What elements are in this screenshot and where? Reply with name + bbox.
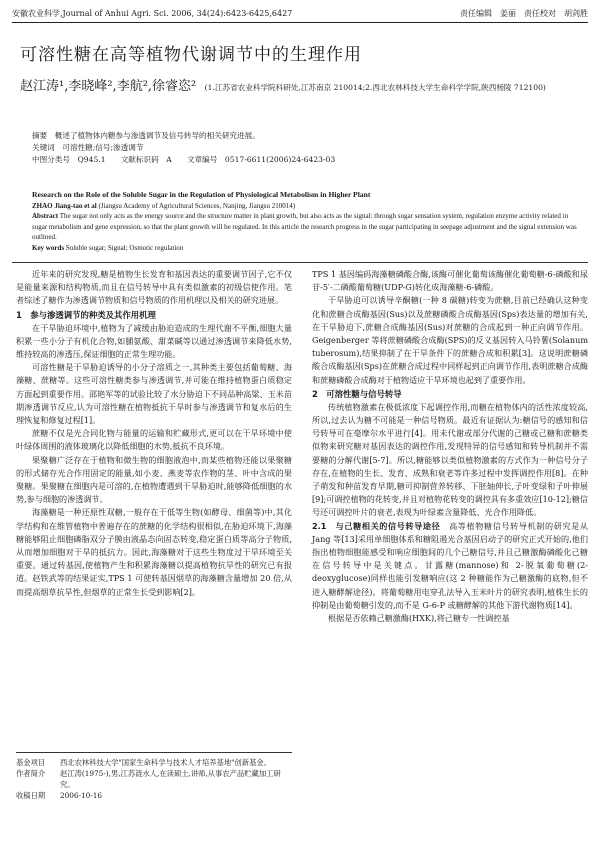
section-heading: 1 参与渗透调节的种类及其作用机理 [16, 309, 156, 320]
footnotes [16, 752, 292, 801]
abstract-divider [12, 262, 588, 263]
english-affiliation: (Jiangsu Academy of Agricultural Sciences, Nanjing, Jiangsu 210014) [98, 201, 296, 210]
keywords-label: Key words [32, 243, 65, 252]
keywords-en: Soluble sugar; Signal; Osmotic regulation [65, 243, 184, 252]
editor-credits: 责任编辑 姜丽 责任校对 胡剑胜 [460, 9, 588, 18]
body-paragraph: 果聚糖广泛存在于植物和微生物的细胞液泡中,而某些植物还能以果聚糖的形式储存光合作用固定的能量,如小麦、燕麦等农作物的茎、叶中含成的果聚糖。果聚糖在细胞内是可溶的,在植物遭遇到干旱胁迫时,能够降低细胞的水势,参与细胞的渗透调节。 [16, 454, 292, 505]
body-paragraph: 可溶性糖是干旱胁迫诱导的小分子溶质之一,其种类主要包括葡萄糖、海藻糖、蔗糖等。这些可溶性糖类参与渗透调节,并可能在维持植物蛋白质稳定方面起到重要作用。邵艳军等的试验比较了水分胁迫下不同品种高粱、玉米苗期渗透调节反应,认为可溶性糖在植物抵抗干旱时参与渗透调节和复水后的生理恢复和修复过程[1]。 [16, 362, 292, 426]
footnote-value: 2006-10-16 [60, 791, 103, 800]
footnote-key: 收稿日期 [16, 791, 46, 800]
author-names: 赵江涛¹,李晓峰²,李航²,徐睿恣² [20, 79, 197, 94]
body-paragraph: 根据是否依赖己糖激酶(HXK),将己糖专一性调控基 [328, 613, 510, 624]
footnote-row [16, 757, 292, 768]
body-paragraph: 蔗糖不仅是光合同化物与能量的运输和贮藏形式,更可以在干旱环境中使叶绿体周围的液体玻璃化以降低细胞的水势,抵抗不良环境。 [16, 428, 292, 452]
abstract-label: Abstract [32, 212, 59, 221]
journal-citation: 安徽农业科学,Journal of Anhui Agri. Sci. 2006, 34(24):6423-6425,6427 [12, 9, 293, 18]
running-header [12, 8, 588, 23]
body-paragraph: 在干旱胁迫环境中,植物为了减缓由胁迫造成的生理代谢不平衡,细胞大量积累一些小分子有机化合物,如脯氨酸、甜菜碱等以通过渗透调节来降低水势,维持较高的渗透压,保证细胞的正常生理功能。 [16, 322, 292, 360]
footnote-row [16, 790, 292, 801]
body-paragraph: TPS 1 基因编码海藻糖磷酸合酶,该酶可催化葡萄该酶催化葡萄糖-6-磷酸和尿苷-5′-二磷酸葡萄糖(UDP-G)转化成海藻糖-6-磷酸。 [312, 269, 588, 293]
section-heading: 2 可溶性糖与信号转导 [312, 388, 402, 399]
author-block [20, 80, 586, 95]
english-title: Research on the Role of the Soluble Sugar in the Regulation of Physiological Metabolism in Higher Plant [32, 190, 371, 199]
footnote-key: 作者简介 [16, 769, 46, 778]
abstract-text-en: The sugar not only acts as the energy source and the structure matter in plant growth, but also acts as the signal: through sugar sensation system, regulation enzyme activity related in sugar metabolism and gene expression, so that the plant growth will be regulated. In this article the research progress in the sugar participating in seepage adjustment and the signal extension was outlined. [32, 212, 577, 242]
body-paragraph: 海藻糖是一种还原性双糖,一般存在于低等生物(如酵母、细菌等)中,其化学结构和在维管植物中普遍存在的蔗糖的化学结构很相似,在胁迫环境下,海藻糖能够阻止细胞磷脂双分子膜由液晶态向固态转变,稳定蛋白质等高分子物质,从而增加细胞对干旱的抵抗力。因此,海藻糖对于这些生物度过干旱环境至关重要。通过转基因,使植物产生和积累海藻糖以提高植物抗旱性的研究已有报道。赵铁武等的结果证实,TPS 1 可使转基因烟草的海藻糖含量增加 20 倍,从而提高烟草抗旱性,但烟草的正常生长受到影响[2]。 [16, 507, 292, 597]
left-column [16, 268, 292, 599]
chinese-abstract [32, 130, 584, 166]
author-affiliation: (1.江苏省农业科学院科研处,江苏南京 210014;2.西北农林科技大学生命科学学院,陕西杨陵 712100) [204, 83, 546, 92]
footnote-value: 赵江涛(1975-),男,江苏涟水人,在读硕士,讲师,从事农产品贮藏加工研究。 [60, 769, 281, 789]
english-abstract [32, 190, 584, 254]
body-paragraph: 2.1 与己糖相关的信号转导途径 高等植物糖信号转导机制的研究是从 Jang 等[13]采用单细胞体系和糖阻遏光合基因启动子的研究正式开始的,他们指出植物细胞能感受和响应细胞间的几个己糖信号,并且己糖激酶磷酸化己糖在信号转导中是关键点。甘露糖(mannose)和 2-脱氧葡萄糖(2-deoxyglucose)同样也能引发糖响应(这 2 种糖能作为己糖激酶的底物,但不进入糖酵解途径)。将葡萄糖用电穿孔法导入玉米叶片的研究表明,植株生长的抑制是由葡萄糖引发的,而不是 G-6-P 或糖酵解的其他下游代谢物质[14]。 [312, 520, 588, 610]
abstract-text-cn: 摘要 概述了植物体内糖参与渗透调节及信号转导的相关研究进展。 [32, 131, 260, 140]
body-paragraph: 传统植物激素在极低浓度下起调控作用,而糖在植物体内的活性浓度较高,所以,过去认为糖不可能是一种信号物质。最近有证据认为:糖信号的感知和信号转导可在毫摩尔水平进行[4]。用未代谢或部分代谢的己糖或己糖和蔗糖类似物来研究糖对基因表达的调控作用,发现特异的信号感知和转导机制并不需要糖的分解代谢[5-7]。所以,糖能够以类似植物激素的方式作为一种信号分子存在,在植物的生长、发育、成熟和衰老等许多过程中发挥调控作用[8]。在种子萌发和种苗发育早期,糖可抑制营养转移、下胚轴伸长,子叶变绿和子叶伸展[9];可调控植物的花转变,并且对植物花转变的调控具有多重效应[10-12];糖信号还可调控叶片的衰老,表现为叶绿素含量降低、光合作用降低。 [312, 401, 588, 518]
classification-meta: 中图分类号 Q945.1 文献标识码 A 文章编号 0517-6611(2006)24-6423-03 [32, 155, 336, 164]
body-paragraph: 近年来的研究发现,糖是植物生长发育和基因表达的重要调节因子,它不仅是能量来源和结构物质,而且在信号转导中具有类似激素的初级信使作用。笔者综述了糖作为渗透调节物质和信号物质的作用机理以及相关的研究进展。 [16, 269, 292, 306]
subsection-heading: 2.1 与己糖相关的信号转导途径 [312, 520, 441, 531]
footnote-key: 基金项目 [16, 758, 46, 767]
right-column [312, 268, 588, 625]
english-author: ZHAO Jiang-tao et al [32, 201, 97, 210]
body-paragraph: 干旱胁迫可以诱导辛酮糖(一种 8 碳糖)转变为蔗糖,目前已经确认这种变化和蔗糖合成酶基因(Sus)以及蔗糖磷酸合成酶基因(Sps)表达量的增加有关,在干旱胁迫下,蔗糖合成酶基因(Sus)对蔗糖的合成起到一种正向调节作用。Geigenberger 等将蔗糖磷酸合成酶(SPS)的反义基因转入马铃薯(Solanum tuberosum),结果抑制了在干旱条件下的蔗糖合成和积累[3]。这说明蔗糖磷酸合成酶基因(Sps)在蔗糖合成过程中同样起到正向调节作用,表明蔗糖合成酶和蔗糖磷酸合成酶对于植物适应干旱环境也起到了重要作用。 [312, 295, 588, 385]
article-title: 可溶性糖在高等植物代谢调节中的生理作用 [20, 45, 362, 65]
footnote-value: 西北农林科技大学"国家生命科学与技术人才培养基地"创新基金。 [60, 758, 272, 767]
keywords-cn: 关键词 可溶性糖;信号;渗透调节 [32, 143, 144, 152]
footnote-row [16, 768, 292, 790]
